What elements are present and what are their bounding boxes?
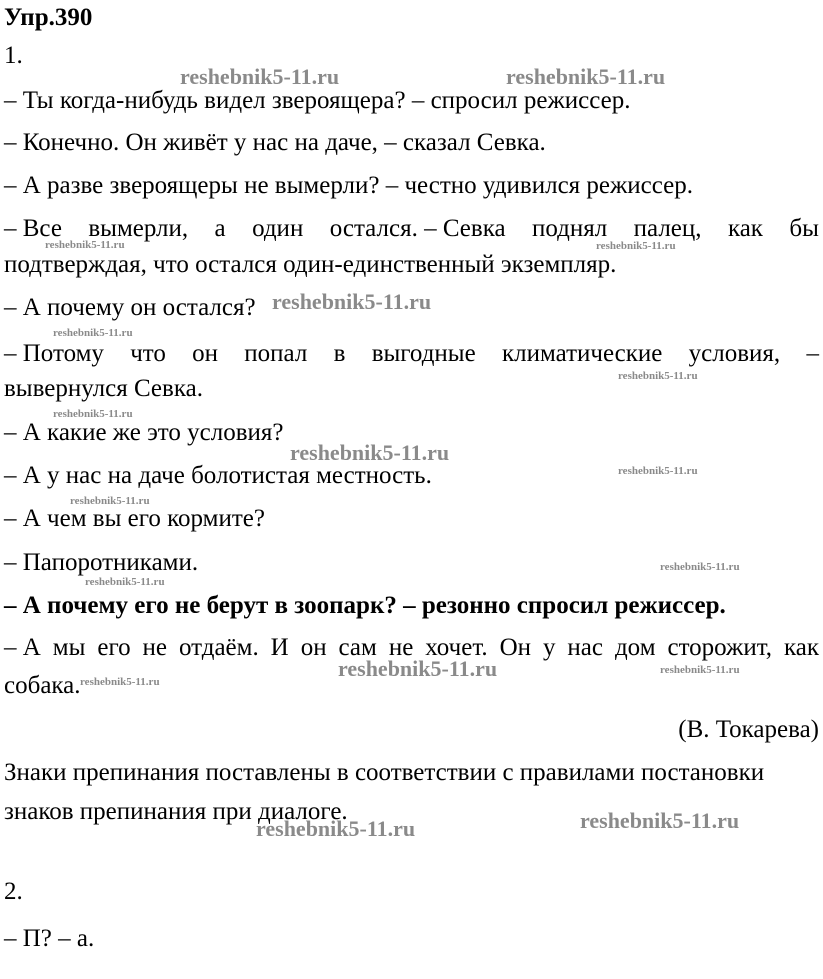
word: нас <box>567 634 603 661</box>
watermark: reshebnik5-11.ru <box>272 289 432 314</box>
word: Он <box>499 634 532 661</box>
word: мы <box>52 634 86 661</box>
word: – Все <box>4 215 62 242</box>
word: один <box>252 215 304 242</box>
watermark: reshebnik5-11.ru <box>660 664 740 676</box>
word: у <box>542 634 556 661</box>
watermark: reshebnik5-11.ru <box>80 676 160 688</box>
watermark: reshebnik5-11.ru <box>660 561 740 573</box>
word: остался. – Севка <box>329 215 506 242</box>
watermark: reshebnik5-11.ru <box>180 64 340 89</box>
dialogue-line-6-cont: вывернулся Севка. <box>4 375 203 402</box>
word: он <box>192 340 219 367</box>
word: попал <box>244 340 308 367</box>
explanation-line-2: знаков препинания при диалоге. <box>4 798 348 825</box>
watermark: reshebnik5-11.ru <box>53 408 133 420</box>
word: в <box>333 340 346 367</box>
part-1-label: 1. <box>4 42 23 69</box>
watermark: reshebnik5-11.ru <box>290 440 450 465</box>
word: сторожит, <box>667 634 773 661</box>
watermark: reshebnik5-11.ru <box>256 816 416 841</box>
word: – <box>806 340 819 367</box>
word: дом <box>614 634 656 661</box>
watermark: reshebnik5-11.ru <box>618 370 698 382</box>
watermark: reshebnik5-11.ru <box>338 656 498 681</box>
word: поднял <box>531 215 608 242</box>
dialogue-line-5: – А почему он остался? <box>4 294 256 321</box>
explanation-line-1: Знаки препинания поставлены в соответствии с правилами постановки <box>4 759 765 786</box>
watermark: reshebnik5-11.ru <box>596 240 676 252</box>
word: сам <box>338 634 377 661</box>
word: – А <box>4 634 41 661</box>
word: он <box>300 634 327 661</box>
dialogue-line-9: – А чем вы его кормите? <box>4 505 265 532</box>
dialogue-line-2: – Конечно. Он живёт у нас на даче, – сказал Севка. <box>4 129 546 156</box>
punctuation-scheme: – П? – а. <box>4 925 95 952</box>
word: а <box>214 215 226 242</box>
word: как <box>727 215 763 242</box>
word: что <box>130 340 166 367</box>
word: условия, <box>688 340 781 367</box>
part-2-label: 2. <box>4 878 23 905</box>
dialogue-line-7: – А какие же это условия? <box>4 419 284 446</box>
word: его <box>97 634 131 661</box>
watermark: reshebnik5-11.ru <box>45 239 125 251</box>
dialogue-line-10: – Папоротниками. <box>4 549 199 576</box>
dialogue-line-8: – А у нас на даче болотистая местность. <box>4 462 432 489</box>
dialogue-line-1: – Ты когда-нибудь видел звероящера? – спросил режиссер. <box>4 87 631 114</box>
word: – Потому <box>4 340 104 367</box>
dialogue-line-4-cont: подтверждая, что остался один-единственный экземпляр. <box>4 251 617 278</box>
dialogue-line-12-cont: собака. <box>4 672 81 699</box>
word: климатические <box>501 340 663 367</box>
word: не <box>388 634 414 661</box>
watermark: reshebnik5-11.ru <box>618 465 698 477</box>
dialogue-line-11: – А почему его не берут в зоопарк? – резонно спросил режиссер. <box>4 592 726 619</box>
word: как <box>783 634 819 661</box>
word: хочет. <box>425 634 488 661</box>
watermark: reshebnik5-11.ru <box>580 808 740 833</box>
word: отдаём. <box>178 634 259 661</box>
watermark: reshebnik5-11.ru <box>506 64 666 89</box>
word: не <box>142 634 168 661</box>
word: палец, <box>633 215 702 242</box>
watermark: reshebnik5-11.ru <box>70 495 150 507</box>
watermark: reshebnik5-11.ru <box>53 327 133 339</box>
exercise-title: Упр.390 <box>4 4 93 31</box>
word: И <box>270 634 289 661</box>
author-credit: (В. Токарева) <box>678 716 819 743</box>
word: вымерли, <box>88 215 189 242</box>
dialogue-line-6 <box>4 340 819 368</box>
dialogue-line-4 <box>4 215 819 243</box>
word: выгодные <box>371 340 476 367</box>
watermark: reshebnik5-11.ru <box>85 576 165 588</box>
dialogue-line-3: – А разве звероящеры не вымерли? – честно удивился режиссер. <box>4 172 694 199</box>
word: бы <box>789 215 819 242</box>
